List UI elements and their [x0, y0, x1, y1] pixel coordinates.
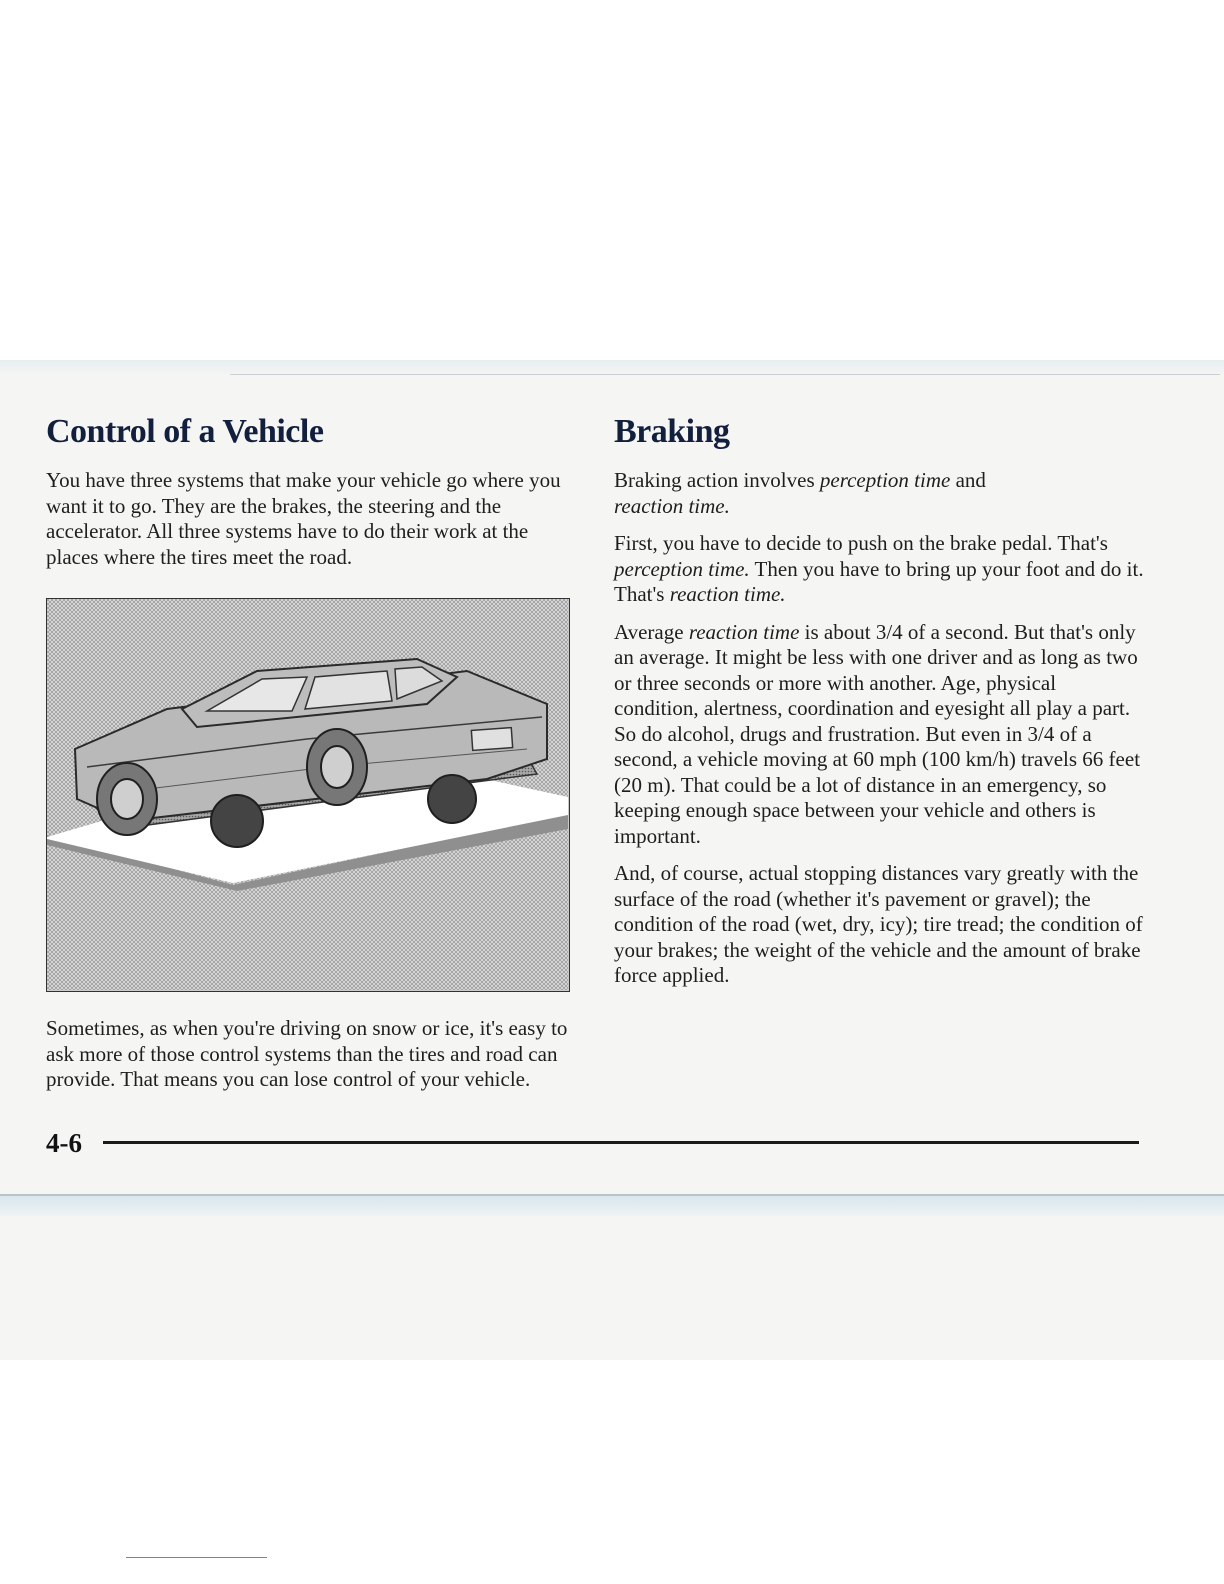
text-run: Then you have to bring up your foot and do it. That's	[614, 556, 1144, 606]
braking-paragraph-2	[614, 531, 1144, 608]
section-title-braking: Braking	[614, 413, 730, 450]
braking-paragraph-1	[614, 468, 1144, 519]
term-reaction-time: reaction time.	[669, 582, 786, 606]
braking-paragraph-4: And, of course, actual stopping distances vary greatly with the surface of the road (whether it's pavement or gravel); the condition of the road (wet, dry, icy); tire tread; the condition of your brakes; the weight of the vehicle and the amount of brake force applied.	[614, 861, 1143, 987]
scan-top-line	[230, 374, 1220, 375]
text-run: Average	[614, 619, 689, 644]
left-column	[46, 410, 576, 582]
text-run: First, you have to decide to push on the brake pedal. That's	[614, 531, 1108, 555]
term-perception-time: perception time	[819, 468, 951, 492]
term-reaction-time: reaction time	[688, 619, 800, 644]
right-column	[614, 410, 1144, 1001]
section-title-control: Control of a Vehicle	[46, 413, 324, 450]
term-reaction-time: reaction time.	[614, 493, 730, 518]
control-paragraph-1: You have three systems that make your vehicle go where you want it to go. They are the brakes, the steering and the accelerator. All three systems have to do their work at the places where the tires meet the road.	[46, 468, 561, 569]
text-run: and	[950, 468, 986, 492]
scan-bottom-edge	[0, 1196, 1224, 1216]
car-on-road-illustration	[46, 598, 570, 992]
text-run: Braking action involves	[614, 468, 820, 492]
control-paragraph-2: Sometimes, as when you're driving on snow or ice, it's easy to ask more of those control systems than the tires and road can provide. That means you can lose control of your vehicle.	[46, 1016, 568, 1091]
bottom-link-rule	[126, 1557, 267, 1558]
page-number: 4-6	[46, 1128, 82, 1158]
left-column-continued	[46, 1016, 576, 1105]
footer-rule	[103, 1141, 1139, 1144]
term-perception-time: perception time.	[614, 556, 750, 581]
text-run: is about 3/4 of a second. But that's only an average. It might be less with one driver and as long as two or three seconds or more with another. Age, physical condition, alertness, coordination and eyesight all play a part. So do alcohol, drugs and frustration. But even in 3/4 of a second, a vehicle moving at 60 mph (100 km/h) travels 66 feet (20 m). That could be a lot of distance in an emergency, so keeping enough space between your vehicle and others is important.	[614, 619, 1141, 848]
braking-paragraph-3	[614, 620, 1144, 850]
